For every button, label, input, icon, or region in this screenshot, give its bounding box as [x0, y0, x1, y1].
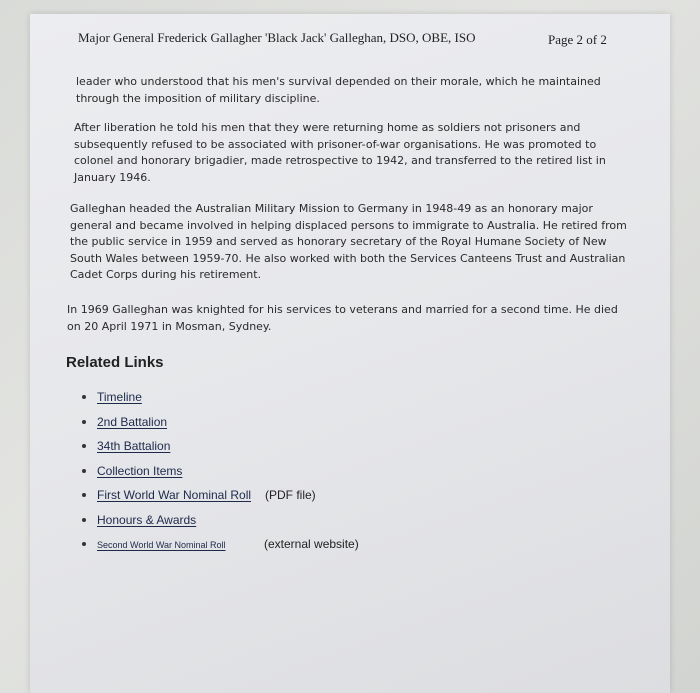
document-page: [30, 14, 670, 693]
related-links-heading: Related Links: [66, 354, 164, 371]
second-world-war-nominal-roll-link[interactable]: Second World War Nominal Roll: [97, 540, 226, 550]
bullet-icon: [82, 518, 86, 522]
2nd-battalion-link[interactable]: 2nd Battalion: [97, 414, 168, 429]
timeline-link[interactable]: Timeline: [97, 390, 142, 404]
bullet-icon: [82, 493, 86, 497]
first-world-war-nominal-roll-link[interactable]: First World War Nominal Roll: [97, 488, 252, 502]
paragraph-1: leader who understood that his men's survival depended on their morale, which he maintained through the imposition of military discipline.: [76, 75, 601, 105]
pdf-file-note: (PDF file): [265, 488, 316, 502]
34th-battalion-link[interactable]: 34th Battalion: [97, 439, 171, 453]
paragraph-2: After liberation he told his men that they were returning home as soldiers not prisoners and subsequently refused to be associated with prisoner-of-war organisations. He was promoted to colonel and honorary brigadier, made retrospective to 1942, and transferred to the retired list in January 1946.: [74, 121, 606, 184]
honours-awards-link[interactable]: Honours & Awards: [97, 512, 197, 527]
bullet-icon: [82, 469, 86, 473]
bullet-icon: [82, 542, 86, 546]
paragraph-3: Galleghan headed the Australian Military Mission to Germany in 1948-49 as an honorary major general and became involved in helping displaced persons to immigrate to Australia. He retired from the public service in 1959 and served as honorary secretary of the Royal Humane Society of New South Wales between 1959-70. He also worked with both the Services Canteens Trust and Australian Cadet Corps during his retirement.: [70, 202, 627, 281]
bullet-icon: [82, 444, 86, 448]
document-header-title: Major General Frederick Gallagher 'Black Jack' Galleghan, DSO, OBE, ISO: [78, 30, 476, 45]
bullet-icon: [82, 395, 86, 399]
paragraph-4: In 1969 Galleghan was knighted for his services to veterans and married for a second time. He died on 20 April 1971 in Mosman, Sydney.: [67, 303, 618, 333]
external-website-note: (external website): [264, 537, 359, 551]
page-number: Page 2 of 2: [548, 32, 607, 47]
bullet-icon: [82, 420, 86, 424]
collection-items-link[interactable]: Collection Items: [97, 463, 183, 478]
